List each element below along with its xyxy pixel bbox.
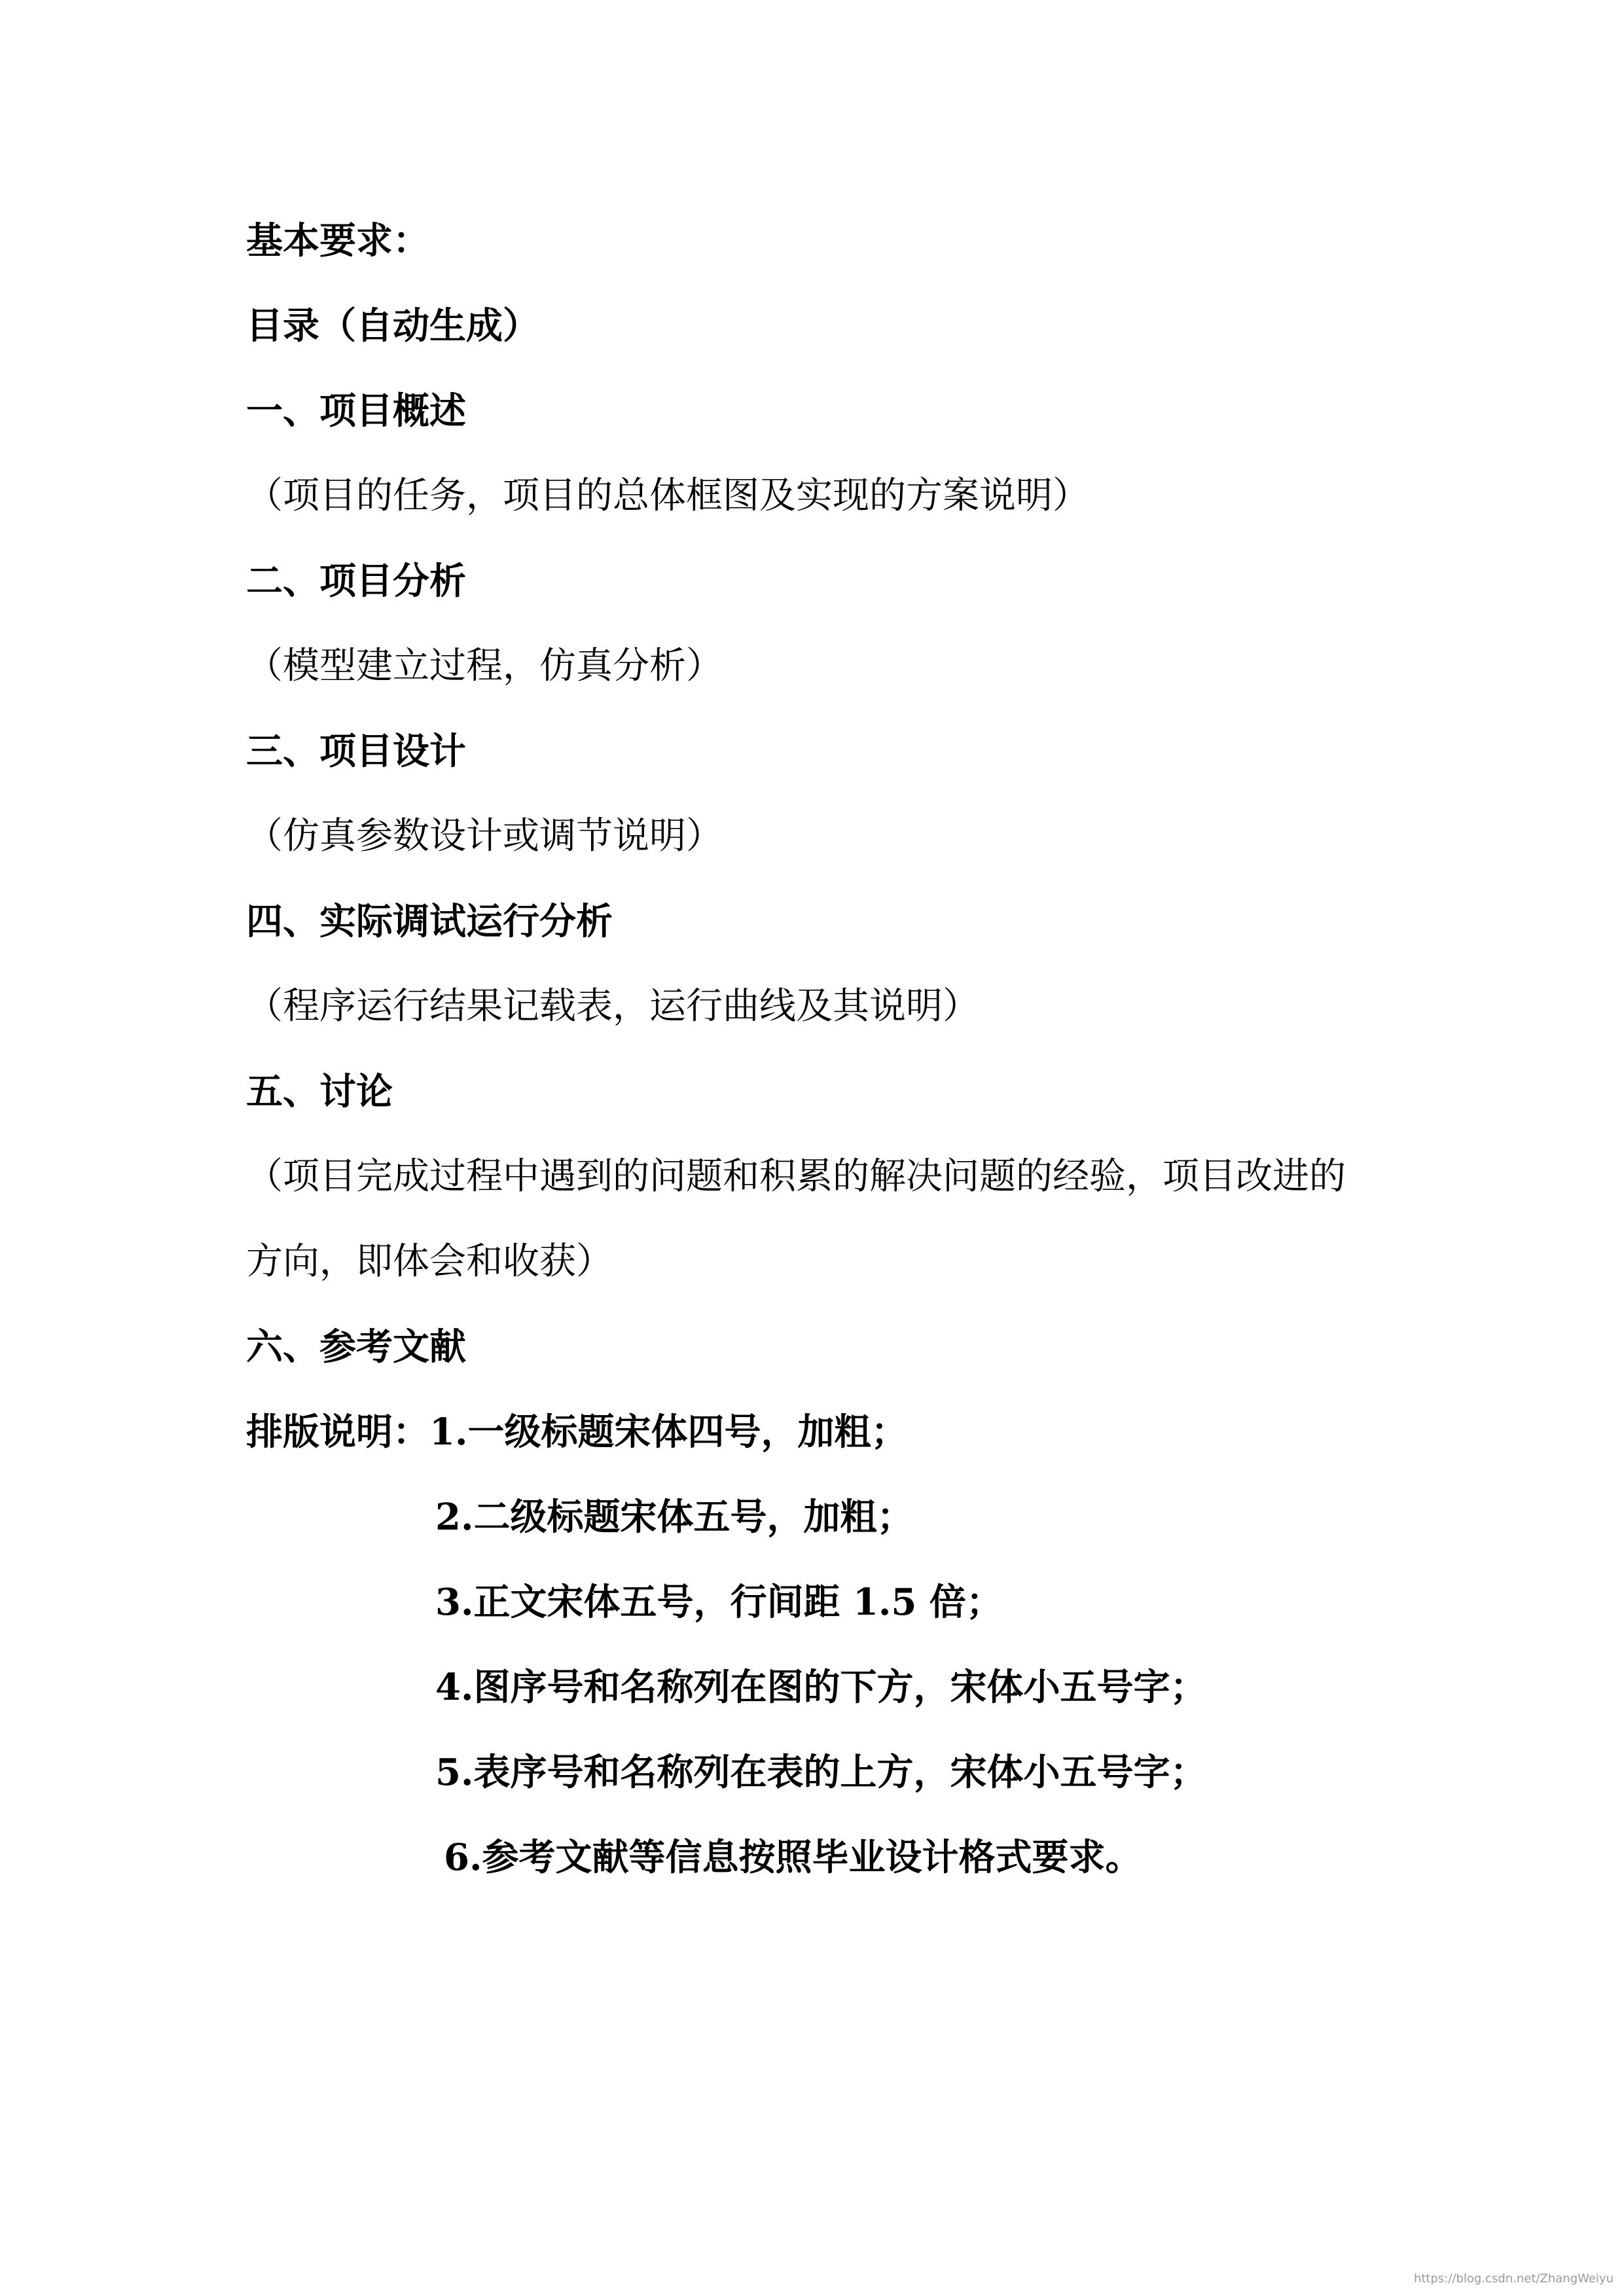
layout-note-item-2: 2.二级标题宋体五号，加粗；	[435, 1496, 914, 1539]
section-3-title: 三、项目设计	[246, 730, 466, 773]
section-1-desc: （项目的任务，项目的总体框图及实现的方案说明）	[246, 475, 1089, 517]
layout-note-item-3: 3.正文宋体五号，行间距 1.5 倍；	[435, 1581, 1003, 1624]
basic-requirements-title: 基本要求：	[246, 219, 429, 262]
section-2-desc: （模型建立过程，仿真分析）	[246, 645, 723, 687]
watermark: https://blog.csdn.net/ZhangWeiyu	[1413, 2272, 1614, 2286]
layout-note-item-6: 6.参考文献等信息按照毕业设计格式要求。	[444, 1836, 1142, 1879]
layout-note-item-4: 4.图序号和名称列在图的下方，宋体小五号字；	[435, 1666, 1207, 1709]
section-4-desc: （程序运行结果记载表，运行曲线及其说明）	[246, 985, 979, 1028]
section-1-title: 一、项目概述	[246, 389, 466, 433]
section-5-desc-line2: 方向，即体会和收获）	[246, 1240, 613, 1283]
section-6-title: 六、参考文献	[246, 1325, 466, 1369]
layout-notes-label-and-item-1: 排版说明：1.一级标题宋体四号，加粗；	[246, 1410, 908, 1454]
toc-title: 目录（自动生成）	[246, 304, 539, 348]
section-2-title: 二、项目分析	[246, 560, 466, 603]
section-4-title: 四、实际调试运行分析	[246, 900, 613, 943]
layout-note-item-5: 5.表序号和名称列在表的上方，宋体小五号字；	[435, 1751, 1207, 1794]
section-5-desc-line1: （项目完成过程中遇到的问题和积累的解决问题的经验，项目改进的	[246, 1155, 1346, 1198]
section-3-desc: （仿真参数设计或调节说明）	[246, 815, 723, 857]
section-5-title: 五、讨论	[246, 1070, 393, 1113]
